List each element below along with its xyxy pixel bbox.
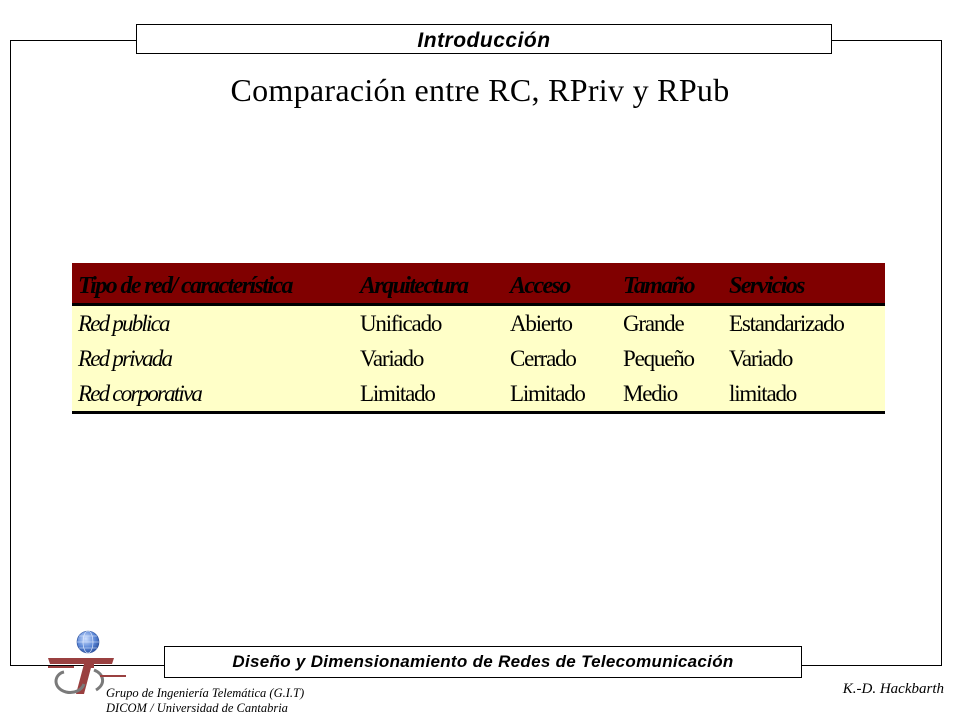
author-name: K.-D. Hackbarth — [842, 681, 944, 697]
row-label: Red corporativa — [78, 380, 202, 406]
table-cell: Estandarizado — [729, 310, 844, 336]
table-cell: Variado — [729, 345, 793, 371]
table-cell: Limitado — [360, 380, 435, 406]
table-cell: Limitado — [510, 380, 585, 406]
table-header-row — [72, 263, 885, 303]
column-header: Servicios — [729, 272, 804, 299]
course-footer — [164, 646, 802, 678]
table-cell: Medio — [623, 380, 678, 406]
table-rule-bottom — [72, 411, 885, 414]
slide-title: Comparación entre RC, RPriv y RPub — [230, 72, 730, 108]
column-header: Acceso — [510, 272, 570, 299]
column-header: Arquitectura — [360, 272, 468, 299]
table-row — [72, 341, 885, 376]
section-header — [136, 24, 832, 54]
table-cell: Cerrado — [510, 345, 576, 371]
comparison-table-wrap — [72, 263, 885, 414]
table-cell: Grande — [623, 310, 684, 336]
comparison-table-body — [72, 306, 885, 411]
group-affiliation — [106, 686, 304, 716]
table-cell: limitado — [729, 380, 797, 406]
table-cell: Unificado — [360, 310, 442, 336]
table-cell: Pequeño — [623, 345, 694, 371]
comparison-table — [72, 263, 885, 303]
column-header: Tipo de red/ característica — [78, 272, 292, 299]
table-cell: Variado — [360, 345, 424, 371]
table-row — [72, 376, 885, 411]
course-title: Diseño y Dimensionamiento de Redes de Telecomunicación — [232, 652, 734, 671]
row-label: Red publica — [78, 310, 169, 336]
section-title: Introducción — [417, 29, 551, 52]
group-name: Grupo de Ingeniería Telemática (G.I.T) — [106, 686, 305, 700]
table-row — [72, 306, 885, 341]
university-name: DICOM / Universidad de Cantabria — [106, 701, 288, 715]
column-header: Tamaño — [623, 272, 694, 299]
table-cell: Abierto — [510, 310, 572, 336]
row-label: Red privada — [78, 345, 172, 371]
